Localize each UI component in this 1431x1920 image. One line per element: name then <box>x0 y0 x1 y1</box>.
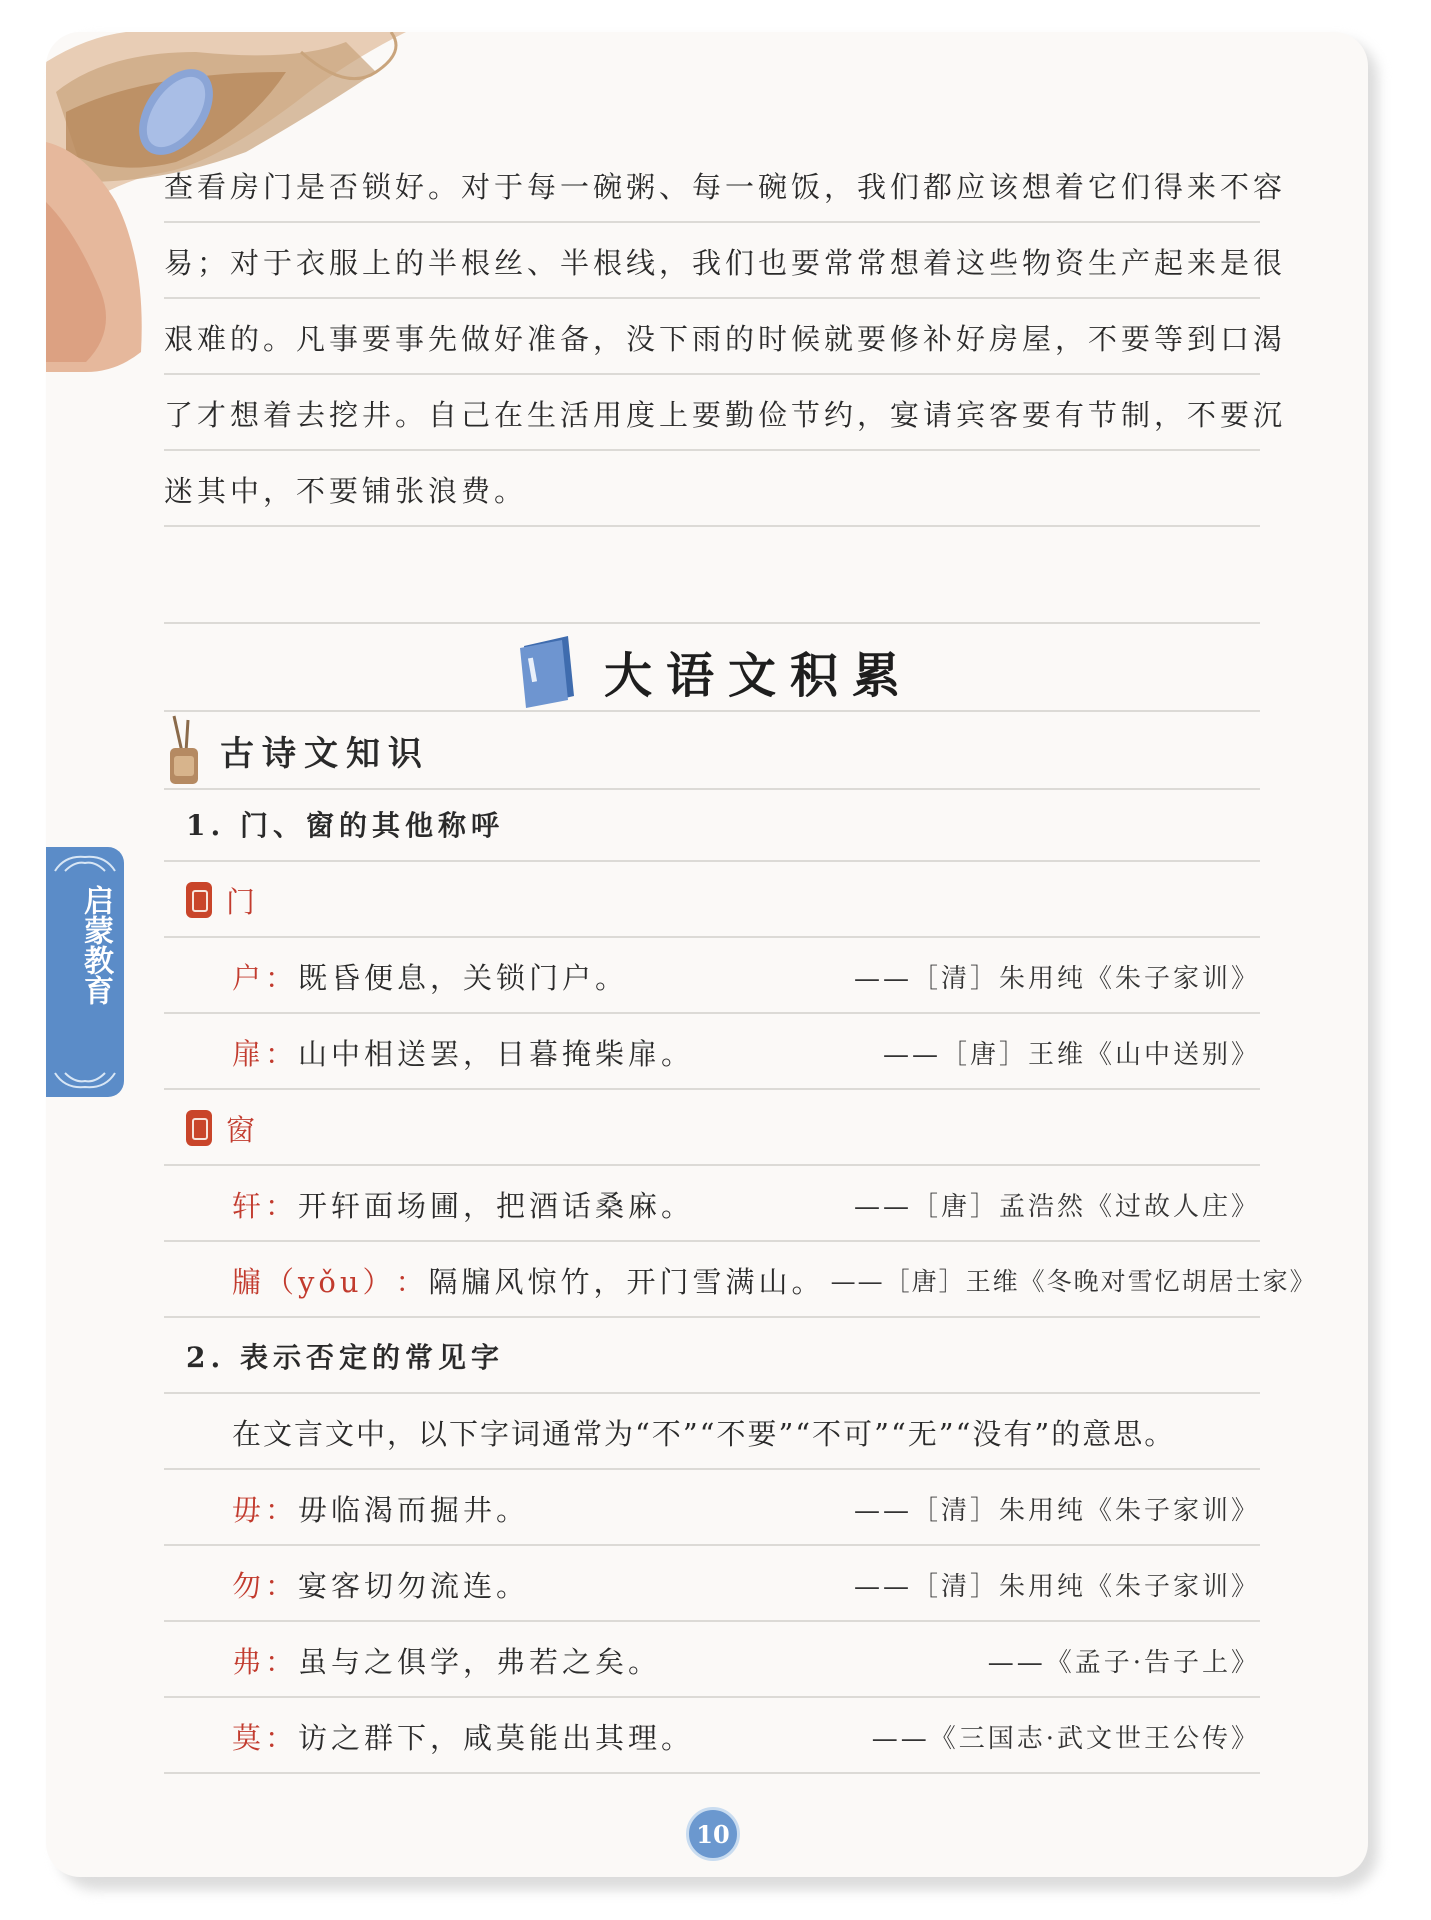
seal-icon <box>186 882 212 918</box>
subsection-title-row <box>164 712 1260 790</box>
key-char: 毋 <box>232 1492 266 1527</box>
quote-text: 开轩面场圃，把酒话桑麻。 <box>298 1188 695 1223</box>
source-text: ——［唐］王维《冬晚对雪忆胡居士家》 <box>830 1267 1317 1296</box>
list-item <box>164 1472 1260 1546</box>
seal-row <box>164 864 1260 938</box>
key-char: 户 <box>232 960 266 995</box>
list-item <box>164 940 1260 1014</box>
list-item <box>164 1548 1260 1622</box>
key-char: 牖（yǒu） <box>232 1264 396 1299</box>
quote-text: 既昏便息，关锁门户。 <box>298 960 629 995</box>
door-label: 门 <box>226 884 260 919</box>
key-colon: ： <box>265 1188 299 1223</box>
cloud-pattern-icon <box>50 1069 120 1091</box>
source-text: ——［唐］王维《山中送别》 <box>882 1039 1260 1070</box>
source-text: ——［清］朱用纯《朱子家训》 <box>853 1571 1260 1602</box>
quote-text: 隔牖风惊竹，开门雪满山。 <box>428 1264 825 1299</box>
subsection-title: 古诗文知识 <box>220 733 430 774</box>
quote-text: 宴客切勿流连。 <box>298 1568 530 1603</box>
key-colon: ： <box>265 960 299 995</box>
source-text: ——［清］朱用纯《朱子家训》 <box>853 963 1260 994</box>
topic-title-text: 2. 表示否定的常见字 <box>186 1341 504 1374</box>
paragraph-line: 查看房门是否锁好。对于每一碗粥、每一碗饭，我们都应该想着它们得来不容 <box>164 149 1260 223</box>
key-colon: ： <box>265 1036 299 1071</box>
key-colon: ： <box>265 1720 299 1755</box>
list-item <box>164 1016 1260 1090</box>
topic-title-text: 1. 门、窗的其他称呼 <box>186 809 504 842</box>
key-colon: ： <box>395 1264 429 1299</box>
side-tab <box>46 847 124 1097</box>
list-item <box>164 1244 1317 1318</box>
key-colon: ： <box>265 1644 299 1679</box>
window-label: 窗 <box>226 1112 260 1147</box>
list-item <box>164 1700 1260 1774</box>
topic-title <box>164 788 1260 862</box>
paragraph-line: 迷其中，不要铺张浪费。 <box>164 453 1260 527</box>
intro-text: 在文言文中，以下字词通常为“不”“不要”“不可”“无”“没有”的意思。 <box>164 1396 1260 1470</box>
topic-title <box>164 1320 1260 1394</box>
quote-text: 山中相送罢，日暮掩柴扉。 <box>298 1036 695 1071</box>
book-page <box>46 32 1368 1877</box>
quote-text: 虽与之俱学，弗若之矣。 <box>298 1644 662 1679</box>
paragraph-line: 易；对于衣服上的半根丝、半根线，我们也要常常想着这些物资生产起来是很 <box>164 225 1260 299</box>
key-colon: ： <box>265 1568 299 1603</box>
section-title: 大语文积累 <box>603 647 914 704</box>
key-colon: ： <box>265 1492 299 1527</box>
source-text: ——《三国志·武文世王公传》 <box>871 1723 1260 1754</box>
source-text: ——《孟子·告子上》 <box>987 1647 1260 1678</box>
seal-row <box>164 1092 1260 1166</box>
cloud-pattern-icon <box>50 853 120 875</box>
source-text: ——［唐］孟浩然《过故人庄》 <box>853 1191 1260 1222</box>
seal-icon <box>186 1110 212 1146</box>
list-item <box>164 1168 1260 1242</box>
source-text: ——［清］朱用纯《朱子家训》 <box>853 1495 1260 1526</box>
side-tab-label: 启蒙教育 <box>78 885 113 1005</box>
key-char: 勿 <box>232 1568 266 1603</box>
paragraph-line: 艰难的。凡事要事先做好准备，没下雨的时候就要修补好房屋，不要等到口渴 <box>164 301 1260 375</box>
paragraph-line: 了才想着去挖井。自己在生活用度上要勤俭节约，宴请宾客要有节制，不要沉 <box>164 377 1260 451</box>
key-char: 轩 <box>232 1188 266 1223</box>
key-char: 弗 <box>232 1644 266 1679</box>
page-number: 10 <box>686 1807 740 1861</box>
quote-text: 访之群下，咸莫能出其理。 <box>298 1720 695 1755</box>
list-item <box>164 1624 1260 1698</box>
brush-pot-icon <box>164 712 204 788</box>
book-icon <box>510 632 586 710</box>
key-char: 莫 <box>232 1720 266 1755</box>
quote-text: 毋临渴而掘井。 <box>298 1492 530 1527</box>
key-char: 扉 <box>232 1036 266 1071</box>
section-title-row <box>164 632 1260 712</box>
rule <box>164 622 1260 624</box>
